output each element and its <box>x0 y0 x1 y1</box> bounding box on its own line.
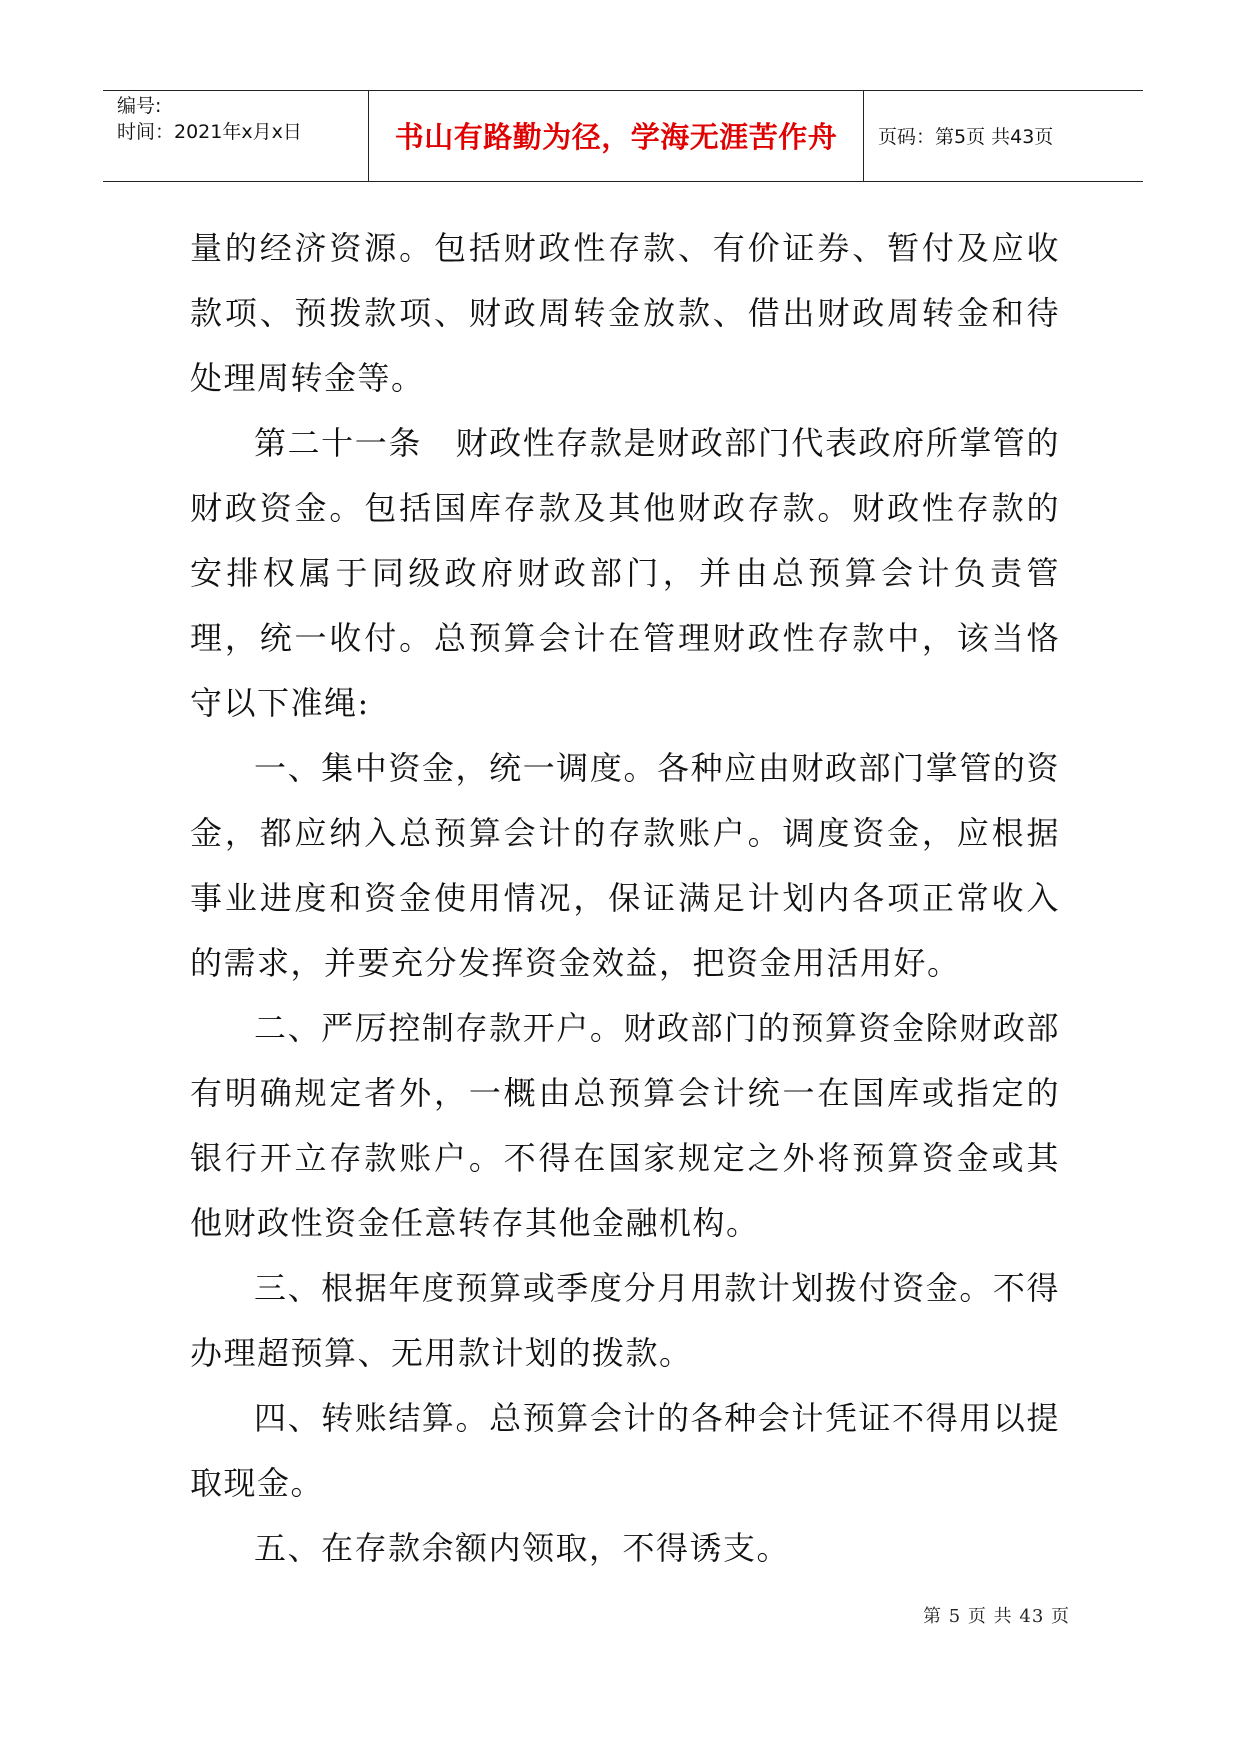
paragraph: 五、在存款余额内领取，不得诱支。 <box>254 1529 791 1567</box>
page-footer: 第 5 页 共 43 页 <box>923 1606 1070 1627</box>
header-meta <box>103 91 369 181</box>
page-header <box>103 90 1143 182</box>
paragraph: 量的经济资源。包括财政性存款、有价证券、暂付及应收款项、预拨款项、财政周转金放款、借出财政周转金和待处理周转金等。 <box>190 229 1060 397</box>
document-date: 时间：2021年x月x日 <box>117 121 302 143</box>
document-body <box>190 216 1060 1581</box>
header-page-info: 页码：第5页 共43页 <box>878 126 1054 148</box>
paragraph: 三、根据年度预算或季度分月用款计划拨付资金。不得办理超预算、无用款计划的拨款。 <box>190 1269 1060 1372</box>
paragraph: 第二十一条 财政性存款是财政部门代表政府所掌管的财政资金。包括国库存款及其他财政存款。财政性存款的安排权属于同级政府财政部门，并由总预算会计负责管理，统一收付。总预算会计在管理财政性存款中，该当恪守以下准绳: <box>190 424 1060 722</box>
document-number-label: 编号: <box>117 95 162 117</box>
paragraph: 一、集中资金，统一调度。各种应由财政部门掌管的资金，都应纳入总预算会计的存款账户。调度资金，应根据事业进度和资金使用情况，保证满足计划内各项正常收入的需求，并要充分发挥资金效益，把资金用活用好。 <box>190 749 1060 982</box>
header-motto: 书山有路勤为径，学海无涯苦作舟 <box>369 91 864 181</box>
paragraph: 四、转账结算。总预算会计的各种会计凭证不得用以提取现金。 <box>190 1399 1060 1502</box>
paragraph: 二、严厉控制存款开户。财政部门的预算资金除财政部有明确规定者外，一概由总预算会计统一在国库或指定的银行开立存款账户。不得在国家规定之外将预算资金或其他财政性资金任意转存其他金融机构。 <box>190 1009 1060 1242</box>
